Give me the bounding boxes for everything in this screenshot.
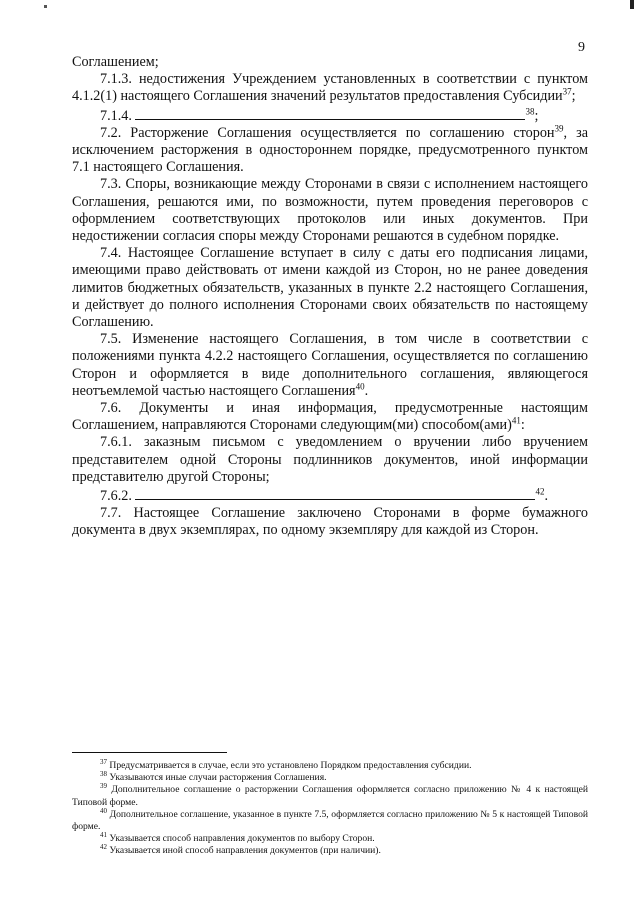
- clause-text: 7.4. Настоящее Соглашение вступает в силу с даты его подписания лицами, имеющими право действовать от имени каждой из Сторон, но не ранее доведения лимитов бюджетных обязательств, указанных в пункте 2.2 настоящего Соглашения, и действует до полного исполнения Сторонами своих обязательств по настоящему Соглашению.: [72, 245, 588, 331]
- footnote-number: 40: [100, 806, 107, 815]
- clause-text: 7.7. Настоящее Соглашение заключено Сторонами в форме бумажного документа в двух экземплярах, по одному экземпляру для каждой из Сторон.: [72, 505, 588, 539]
- footnote-text: Предусматривается в случае, если это установлено Порядком предоставления субсидии.: [109, 760, 472, 771]
- footnote-42: [72, 845, 588, 857]
- clause-7-7: [72, 505, 588, 539]
- scan-dot-mark: [44, 5, 47, 8]
- clause-7-1-3: [72, 71, 588, 105]
- clause-text: 7.3. Споры, возникающие между Сторонами в связи с исполнением настоящего Соглашения, решаются ими, по возможности, путем проведения переговоров с оформлением соответствующих протоколов или иных документов. При недостижении согласия споры между Сторонами решаются в судебном порядке.: [72, 176, 588, 245]
- footnote-text: Дополнительное соглашение, указанное в пункте 7.5, оформляется согласно приложению № 5 к настоящей Типовой форме.: [72, 808, 588, 833]
- footnote-ref: 37: [562, 86, 572, 97]
- clause-7-3: [72, 176, 588, 245]
- clause-text: 7.6.1. заказным письмом с уведомлением о вручении либо вручением представителем одной Стороны подлинников документов, иной информации представителю другой Стороны;: [72, 434, 588, 485]
- clause-7-5: [72, 331, 588, 400]
- clause-punct: :: [520, 417, 525, 434]
- footnote-number: 38: [100, 770, 107, 779]
- blank-fill-line: [135, 106, 525, 120]
- footnote-ref: 42: [535, 486, 545, 497]
- clause-punct: ;: [534, 107, 539, 124]
- footnote-text: Указывается способ направления документов по выбору Сторон.: [109, 833, 375, 845]
- clause-7-4: [72, 245, 588, 331]
- clause-text: 7.5. Изменение настоящего Соглашения, в том числе в соответствии с положениями пункта 4.2.2 настоящего Соглашения, осуществляется по соглашению Сторон и оформляется в виде дополнительного соглашения, являющегося неотъемлемой частью настоящего Соглашения: [72, 331, 588, 399]
- scan-edge-mark: [630, 0, 634, 9]
- footnote-number: 41: [100, 831, 107, 840]
- clause-7-1-4: [72, 106, 588, 125]
- footnote-divider: [72, 752, 227, 753]
- clause-7-2: [72, 125, 588, 177]
- clause-7-6-1: [72, 434, 588, 486]
- footnotes-section: [72, 757, 588, 858]
- clause-7-6-2: [72, 486, 588, 505]
- clause-7-6: [72, 400, 588, 434]
- footnote-ref: 38: [525, 105, 535, 116]
- clause-punct: .: [364, 382, 369, 399]
- footnote-ref: 39: [554, 123, 564, 134]
- footnote-38: [72, 772, 588, 784]
- footnote-number: 39: [100, 782, 107, 791]
- paragraph-text: Соглашением;: [72, 54, 159, 70]
- clause-punct: ;: [571, 88, 576, 105]
- clause-text-continued: , за исключением расторжения в одностороннем порядке, предусмотренного пунктом 7.1 настоящего Соглашения.: [72, 124, 588, 176]
- paragraph-continuation: [72, 54, 588, 71]
- clause-text: 7.6. Документы и иная информация, предусмотренные настоящим Соглашением, направляются Сторонами следующим(ми) способом(ами): [72, 400, 588, 434]
- footnote-39: [72, 784, 588, 808]
- footnote-number: 37: [100, 757, 107, 766]
- blank-fill-line: [135, 486, 535, 500]
- footnote-41: [72, 833, 588, 845]
- clause-label: 7.6.2.: [100, 488, 132, 505]
- footnote-ref: 40: [355, 381, 365, 392]
- document-body: [72, 54, 588, 540]
- footnote-text: Указывается иной способ направления документов (при наличии).: [109, 845, 381, 857]
- footnote-text: Дополнительное соглашение о расторжении Соглашения оформляется согласно приложению № 4 к настоящей Типовой форме.: [72, 784, 588, 808]
- footnote-number: 42: [100, 843, 107, 852]
- footnote-ref: 41: [511, 415, 521, 426]
- clause-label: 7.1.4.: [100, 107, 132, 124]
- clause-text: 7.2. Расторжение Соглашения осуществляется по соглашению сторон: [100, 124, 555, 141]
- page-number: 9: [578, 40, 585, 55]
- footnote-40: [72, 806, 588, 833]
- footnote-text: Указываются иные случаи расторжения Соглашения.: [109, 772, 327, 784]
- clause-punct: .: [544, 488, 549, 505]
- clause-text: 7.1.3. недостижения Учреждением установленных в соответствии с пунктом 4.1.2(1) настоящего Соглашения значений результатов предоставления Субсидии: [72, 71, 588, 105]
- footnote-37: [72, 757, 588, 772]
